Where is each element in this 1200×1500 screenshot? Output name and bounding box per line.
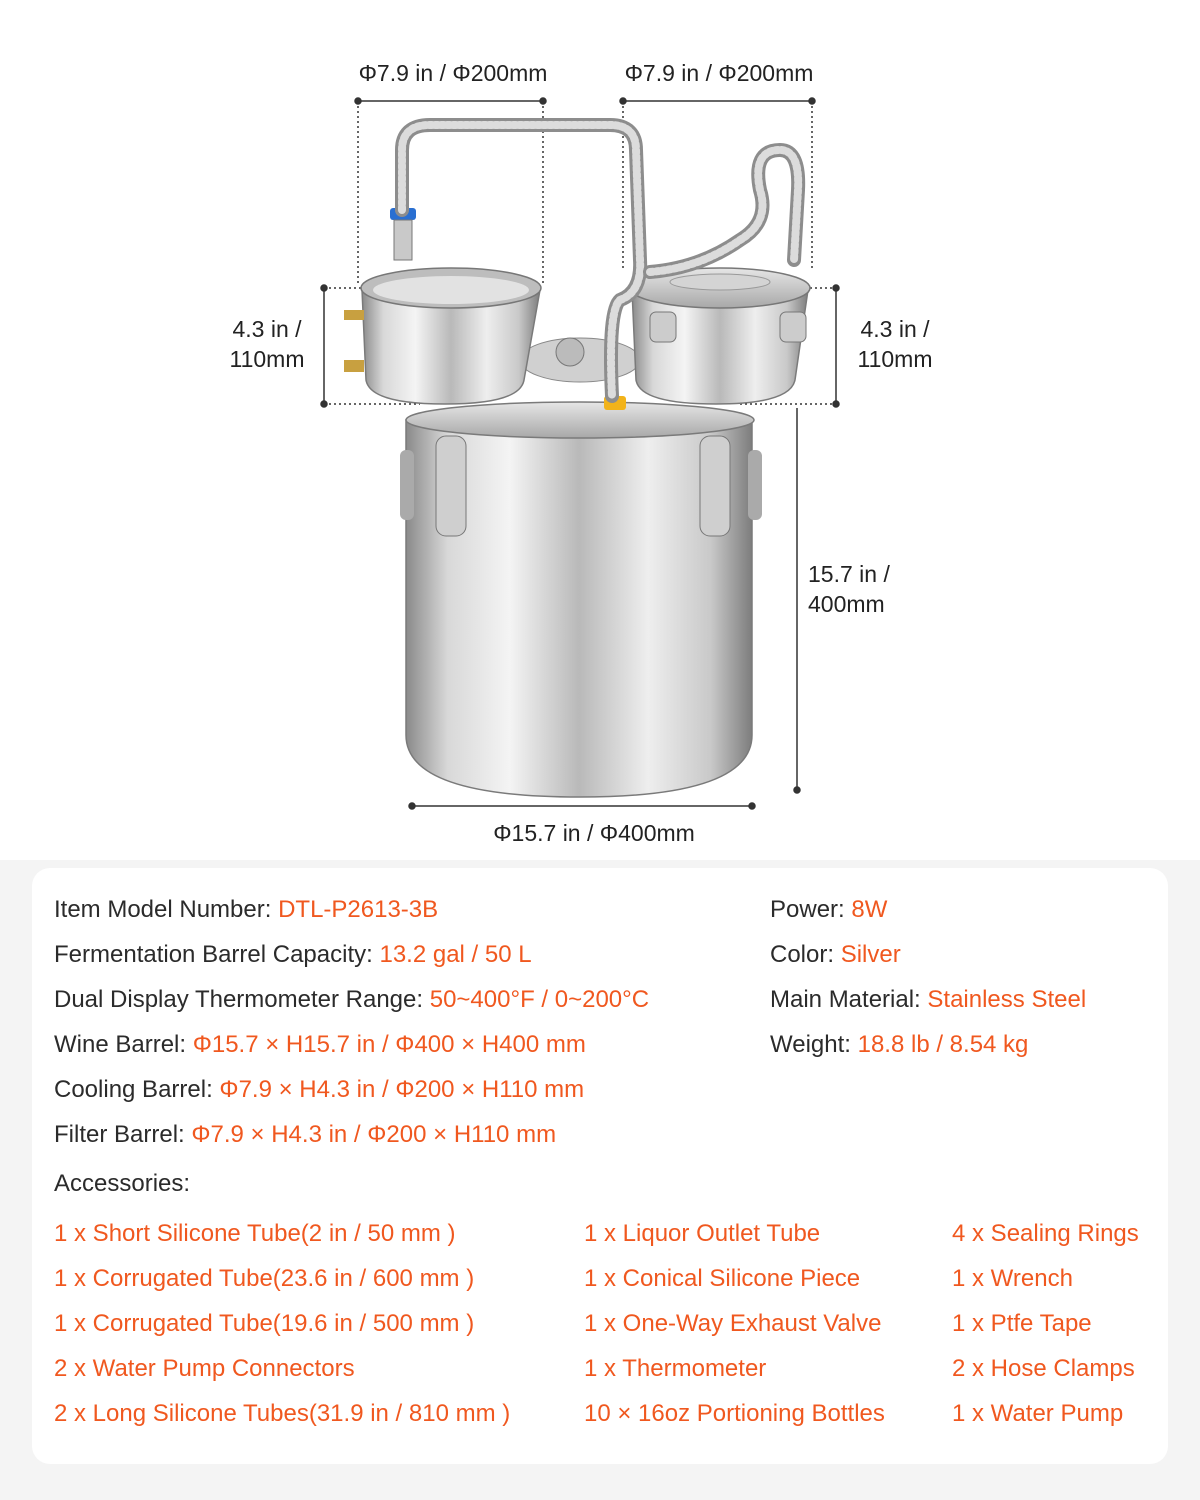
spec-filter-barrel xyxy=(54,1121,556,1149)
accessory-item: 1 x One-Way Exhaust Valve xyxy=(584,1310,882,1337)
accessory-item: 4 x Sealing Rings xyxy=(952,1220,1139,1247)
dim-left-height-line2: 110mm xyxy=(229,346,305,372)
spec-cooling-barrel xyxy=(54,1076,584,1104)
accessory-item: 2 x Water Pump Connectors xyxy=(54,1355,355,1382)
spec-label: Filter Barrel: xyxy=(54,1121,192,1148)
spec-label: Power: xyxy=(770,896,852,923)
spec-value: Silver xyxy=(840,941,901,968)
accessory-item: 1 x Liquor Outlet Tube xyxy=(584,1220,821,1247)
accessory-item: 1 x Corrugated Tube(23.6 in / 600 mm ) xyxy=(54,1265,475,1292)
spec-value: Φ15.7 × H15.7 in / Φ400 × H400 mm xyxy=(192,1031,586,1058)
spec-value: Φ7.9 × H4.3 in / Φ200 × H110 mm xyxy=(191,1121,557,1148)
spec-label: Dual Display Thermometer Range: xyxy=(54,986,430,1013)
accessory-item: 1 x Water Pump xyxy=(952,1400,1124,1427)
accessory-item: 1 x Corrugated Tube(19.6 in / 500 mm ) xyxy=(54,1310,475,1337)
spec-label: Cooling Barrel: xyxy=(54,1076,220,1103)
spec-label: Main Material: xyxy=(770,986,928,1013)
dim-barrel-height xyxy=(808,559,918,619)
spec-value: 50~400°F / 0~200°C xyxy=(429,986,650,1013)
accessory-item: 1 x Wrench xyxy=(952,1265,1073,1292)
spec-value: DTL-P2613-3B xyxy=(278,896,439,923)
accessory-item: 1 x Thermometer xyxy=(584,1355,767,1382)
accessory-item: 1 x Ptfe Tape xyxy=(952,1310,1092,1337)
wine-barrel xyxy=(400,338,762,797)
filter-barrel xyxy=(344,208,541,404)
dim-right-height xyxy=(840,314,950,374)
spec-value: 13.2 gal / 50 L xyxy=(379,941,532,968)
spec-model-number xyxy=(54,896,438,924)
spec-color xyxy=(770,941,901,969)
dim-left-height xyxy=(212,314,322,374)
accessory-item: 2 x Hose Clamps xyxy=(952,1355,1135,1382)
accessory-item: 1 x Short Silicone Tube(2 in / 50 mm ) xyxy=(54,1220,456,1247)
dim-barrel-diameter: Φ15.7 in / Φ400mm xyxy=(493,820,695,846)
spec-weight xyxy=(770,1031,1028,1059)
spec-value: 8W xyxy=(851,896,888,923)
dim-right-height-line2: 110mm xyxy=(857,346,933,372)
spec-power xyxy=(770,896,887,924)
spec-thermometer-range xyxy=(54,986,649,1014)
spec-label: Color: xyxy=(770,941,841,968)
spec-label: Weight: xyxy=(770,1031,858,1058)
accessory-item: 1 x Conical Silicone Piece xyxy=(584,1265,861,1292)
dim-left-height-line1: 4.3 in / xyxy=(232,316,302,342)
spec-wine-barrel xyxy=(54,1031,586,1059)
spec-label: Item Model Number: xyxy=(54,896,279,923)
specifications-card xyxy=(32,868,1168,1464)
spec-capacity xyxy=(54,941,532,969)
spec-label: Wine Barrel: xyxy=(54,1031,193,1058)
accessory-item: 2 x Long Silicone Tubes(31.9 in / 810 mm ) xyxy=(54,1400,511,1427)
accessory-item: 10 × 16oz Portioning Bottles xyxy=(584,1400,885,1427)
spec-value: Φ7.9 × H4.3 in / Φ200 × H110 mm xyxy=(219,1076,585,1103)
spec-material xyxy=(770,986,1086,1014)
spec-label: Fermentation Barrel Capacity: xyxy=(54,941,380,968)
accessories-title: Accessories: xyxy=(54,1170,191,1197)
spec-value: 18.8 lb / 8.54 kg xyxy=(857,1031,1029,1058)
dim-right-height-line1: 4.3 in / xyxy=(860,316,930,342)
dim-barrel-height-line2: 400mm xyxy=(808,591,885,617)
dim-top-left: Φ7.9 in / Φ200mm xyxy=(358,60,548,86)
dim-barrel-height-line1: 15.7 in / xyxy=(808,561,890,587)
dim-top-right: Φ7.9 in / Φ200mm xyxy=(624,60,814,86)
spec-value: Stainless Steel xyxy=(927,986,1087,1013)
